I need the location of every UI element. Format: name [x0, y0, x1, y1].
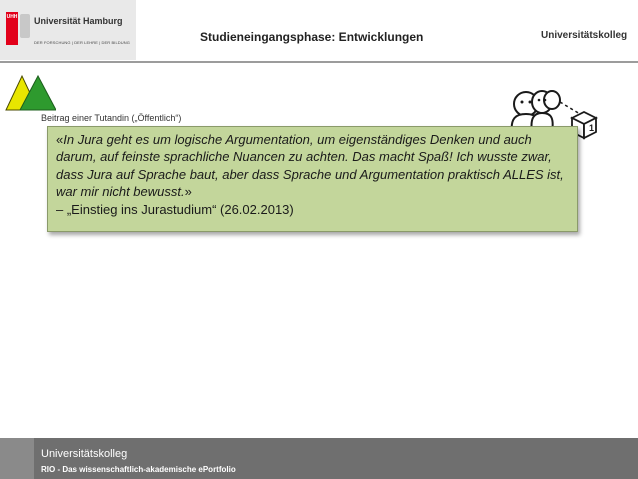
page-title: Studieneingangsphase: Entwicklungen — [200, 30, 424, 44]
brand-name: Universitätskolleg — [541, 30, 628, 41]
quote-source: – „Einstieg ins Jurastudium“ (26.02.2013) — [56, 201, 294, 217]
triangle-badge-icon — [4, 74, 56, 114]
quote-box — [47, 126, 578, 232]
header — [0, 0, 638, 62]
quote-close: » — [184, 184, 192, 200]
logo-mark-text: UHH — [6, 14, 18, 20]
logo-subtitle: DER FORSCHUNG | DER LEHRE | DER BILDUNG — [34, 40, 130, 45]
footer-accent — [0, 438, 34, 479]
quote-text — [56, 131, 569, 218]
svg-text:1: 1 — [589, 123, 595, 133]
uhh-logo[interactable] — [0, 0, 136, 60]
header-divider — [0, 61, 638, 63]
quote-body: In Jura geht es um logische Argumentation, um eigenständiges Denken und auch darum, auf feinste sprachliche Nuancen zu achten. Das macht Spaß! Ich wusste zwar, dass Jura auf Sprache baut, aber dass Sprache und Argumentation praktisch ALLES ist, war mir nicht bewusst. — [56, 132, 564, 200]
seal-icon — [20, 14, 30, 38]
logo-title: Universität Hamburg — [34, 16, 123, 26]
footer-subtitle: RIO - Das wissenschaftlich-akademische ePortfolio — [41, 465, 236, 474]
quote-open: « — [56, 132, 64, 147]
post-label: Beitrag einer Tutandin („Öffentlich“) — [41, 113, 182, 123]
footer — [0, 438, 638, 479]
footer-title: Universitätskolleg — [41, 448, 128, 460]
